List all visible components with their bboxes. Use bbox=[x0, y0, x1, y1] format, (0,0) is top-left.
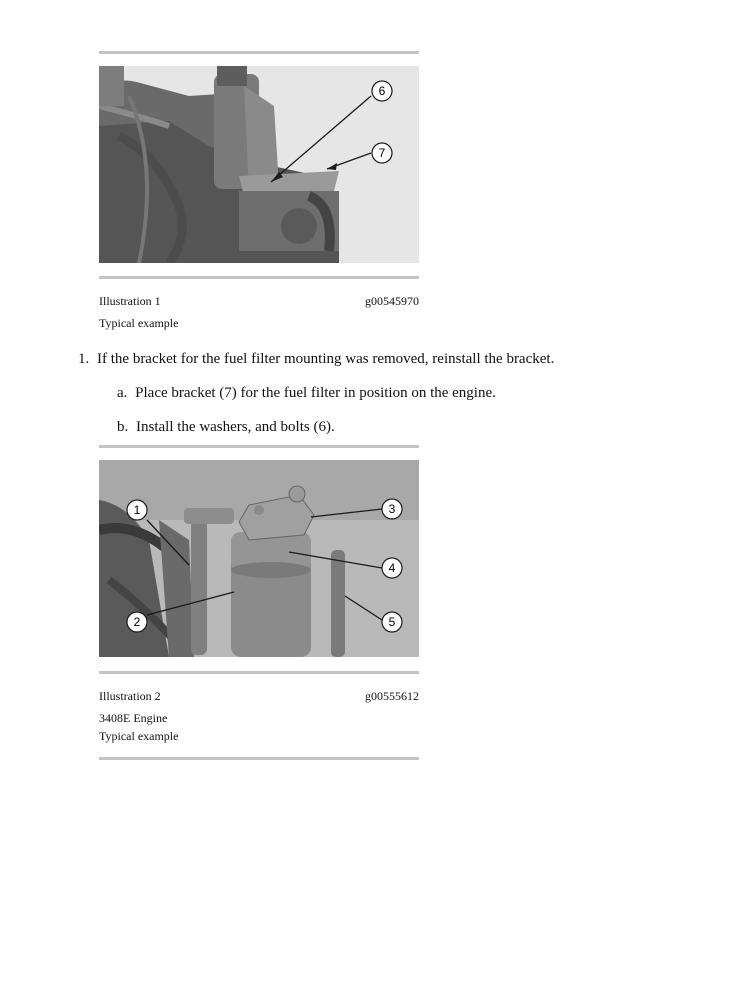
illustration-2-label: Illustration 2 bbox=[99, 689, 161, 703]
illustration-2-caption-line-1: 3408E Engine bbox=[99, 711, 168, 725]
svg-text:3: 3 bbox=[388, 502, 396, 516]
substep-a bbox=[117, 384, 496, 402]
svg-text:7: 7 bbox=[378, 146, 386, 160]
substep-b-text: Install the washers, and bolts (6). bbox=[136, 419, 335, 435]
callout-3 bbox=[382, 499, 402, 519]
illustration-1-id: g00545970 bbox=[365, 294, 419, 308]
svg-text:5: 5 bbox=[388, 615, 396, 629]
illustration-1-divider bbox=[99, 276, 419, 279]
callout-2 bbox=[127, 612, 147, 632]
callout-5 bbox=[382, 612, 402, 632]
callout-7 bbox=[372, 143, 392, 163]
step-1-text: If the bracket for the fuel filter mounting was removed, reinstall the bracket. bbox=[97, 351, 555, 367]
step-1-number: 1. bbox=[78, 351, 90, 367]
callout-4 bbox=[382, 558, 402, 578]
substep-a-text: Place bracket (7) for the fuel filter in position on the engine. bbox=[135, 385, 496, 401]
substep-b-letter: b. bbox=[117, 419, 129, 435]
step-1 bbox=[78, 350, 554, 368]
substep-b bbox=[117, 418, 335, 436]
illustration-2-photo bbox=[99, 460, 419, 657]
top-divider bbox=[99, 51, 419, 54]
svg-text:6: 6 bbox=[378, 84, 386, 98]
illustration-1-caption: Typical example bbox=[99, 316, 179, 330]
substep-a-letter: a. bbox=[117, 385, 128, 401]
illustration-2-divider bbox=[99, 671, 419, 674]
svg-text:4: 4 bbox=[388, 561, 396, 575]
bottom-divider bbox=[99, 757, 419, 760]
svg-text:1: 1 bbox=[133, 503, 141, 517]
illustration-2-id: g00555612 bbox=[365, 689, 419, 703]
callout-1 bbox=[127, 500, 147, 520]
illustration-2-top-divider bbox=[99, 445, 419, 448]
illustration-1-photo bbox=[99, 66, 419, 263]
illustration-2-caption-line-2: Typical example bbox=[99, 729, 179, 743]
callout-6 bbox=[372, 81, 392, 101]
illustration-1-label: Illustration 1 bbox=[99, 294, 161, 308]
svg-text:2: 2 bbox=[133, 615, 141, 629]
